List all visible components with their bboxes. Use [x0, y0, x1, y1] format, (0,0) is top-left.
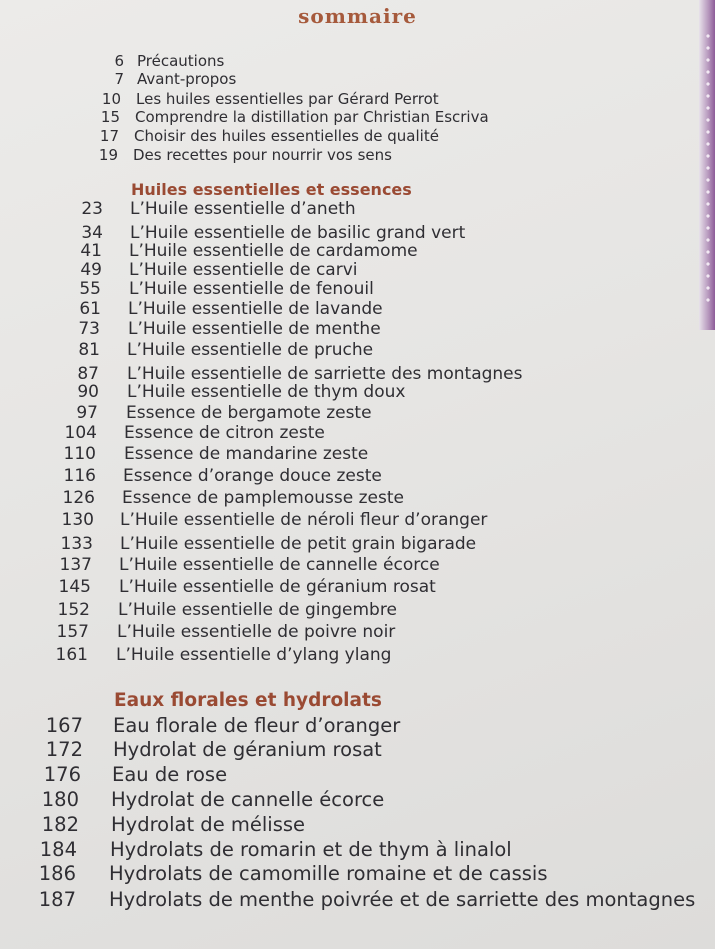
toc-entry-title: Hydrolats de camomille romaine et de cassis [109, 862, 548, 885]
page-edge-pattern [703, 30, 713, 310]
toc-page-number: 61 [79, 299, 101, 319]
toc-page-number: 104 [64, 423, 97, 443]
toc-entry-title: L’Huile essentielle de pruche [127, 340, 374, 360]
toc-page-number: 90 [77, 382, 99, 402]
toc-page-number: 145 [58, 577, 91, 597]
toc-entry-title: L’Huile essentielle de fenouil [129, 279, 374, 299]
toc-page-number: 187 [38, 888, 76, 911]
toc-entry-title: Des recettes pour nourrir vos sens [133, 146, 392, 164]
toc-entry-title: L’Huile essentielle de carvi [129, 260, 358, 280]
purple-page-edge [699, 0, 715, 330]
toc-page-number: 186 [38, 862, 76, 885]
toc-page-number: 34 [81, 223, 103, 243]
toc-page-number: 137 [59, 555, 92, 575]
toc-entry-title: Choisir des huiles essentielles de qualité [134, 127, 439, 145]
toc-page-number: 182 [41, 813, 79, 836]
toc-entry-title: L’Huile essentielle de néroli fleur d’oranger [120, 510, 488, 530]
toc-page-number: 55 [79, 279, 101, 299]
toc-page-number: 167 [45, 714, 83, 737]
toc-entry-title: L’Huile essentielle d’aneth [130, 199, 356, 219]
page-title: sommaire [298, 4, 417, 28]
toc-entry-title: L’Huile essentielle de petit grain bigarade [120, 534, 477, 554]
toc-entry-title: L’Huile essentielle de menthe [128, 319, 381, 339]
toc-entry-title: Eau de rose [112, 763, 228, 786]
toc-page-number: 116 [63, 466, 96, 486]
toc-entry-title: L’Huile essentielle d’ylang ylang [116, 645, 392, 665]
toc-page-number: 10 [101, 90, 121, 108]
toc-page-number: 184 [39, 838, 77, 861]
toc-page-number: 81 [78, 340, 100, 360]
toc-page-number: 172 [45, 738, 83, 761]
toc-page-number: 6 [114, 52, 124, 70]
toc-entry-title: Les huiles essentielles par Gérard Perrot [136, 90, 439, 108]
toc-entry-title: Avant-propos [137, 70, 237, 88]
toc-page-number: 110 [63, 444, 96, 464]
toc-entry-title: Hydrolats de romarin et de thym à linalol [110, 838, 512, 861]
toc-page-number: 17 [99, 127, 119, 145]
toc-entry-title: L’Huile essentielle de sarriette des montagnes [127, 364, 523, 384]
toc-page-number: 7 [114, 70, 124, 88]
toc-entry-title: L’Huile essentielle de lavande [128, 299, 383, 319]
toc-entry-title: L’Huile essentielle de gingembre [118, 600, 397, 620]
toc-page-number: 49 [80, 260, 102, 280]
toc-page-number: 176 [43, 763, 81, 786]
toc-page-number: 130 [61, 510, 94, 530]
toc-entry-title: Eau florale de fleur d’oranger [113, 714, 401, 737]
toc-page-number: 152 [57, 600, 90, 620]
toc-page-number: 41 [80, 241, 102, 261]
toc-entry-title: Essence d’orange douce zeste [123, 466, 382, 486]
toc-entry-title: Essence de bergamote zeste [126, 403, 372, 423]
toc-entry-title: L’Huile essentielle de cannelle écorce [119, 555, 440, 575]
toc-page-number: 23 [81, 199, 103, 219]
toc-entry-title: L’Huile essentielle de cardamome [129, 241, 418, 261]
toc-page-number: 161 [55, 645, 88, 665]
section-heading-huiles: Huiles essentielles et essences [131, 180, 412, 199]
toc-entry-title: Hydrolats de menthe poivrée et de sarriette des montagnes [109, 888, 696, 911]
toc-page-number: 15 [100, 108, 120, 126]
toc-entry-title: Comprendre la distillation par Christian Escriva [135, 108, 489, 126]
toc-page-number: 87 [77, 364, 99, 384]
toc-entry-title: Hydrolat de cannelle écorce [111, 788, 385, 811]
toc-page-number: 126 [62, 488, 95, 508]
toc-entry-title: L’Huile essentielle de thym doux [127, 382, 406, 402]
toc-page-number: 157 [56, 622, 89, 642]
toc-entry-title: Essence de citron zeste [124, 423, 325, 443]
toc-entry-title: L’Huile essentielle de basilic grand vert [130, 223, 466, 243]
toc-entry-title: Essence de pamplemousse zeste [122, 488, 404, 508]
toc-entry-title: L’Huile essentielle de poivre noir [117, 622, 396, 642]
toc-page-number: 19 [98, 146, 118, 164]
toc-page-number: 180 [41, 788, 79, 811]
toc-page-number: 97 [76, 403, 98, 423]
toc-entry-title: Précautions [137, 52, 225, 70]
toc-entry-title: L’Huile essentielle de géranium rosat [119, 577, 436, 597]
toc-entry-title: Hydrolat de mélisse [111, 813, 306, 836]
section-heading-eaux-florales: Eaux florales et hydrolats [114, 690, 382, 711]
toc-page-number: 133 [60, 534, 93, 554]
toc-entry-title: Hydrolat de géranium rosat [113, 738, 382, 761]
toc-entry-title: Essence de mandarine zeste [124, 444, 369, 464]
toc-page-number: 73 [78, 319, 100, 339]
